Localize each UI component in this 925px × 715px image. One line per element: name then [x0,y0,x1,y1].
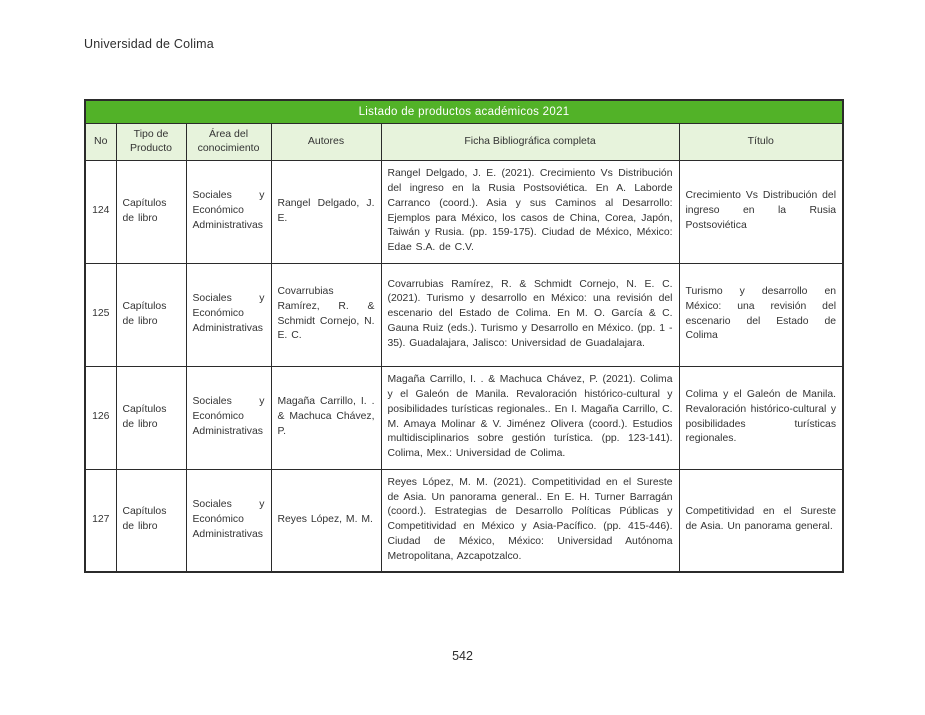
cell-autores: Magaña Carrillo, I. . & Machuca Chávez, P. [271,366,381,469]
column-header-area-del-conocimiento: Área del conocimiento [186,123,271,160]
cell-tipo-de-producto: Capítulos de libro [116,366,186,469]
cell-tipo-de-producto: Capítulos de libro [116,263,186,366]
cell-no: 127 [85,469,116,572]
table-title: Listado de productos académicos 2021 [85,100,843,123]
column-header-row [85,123,843,160]
academic-products-table [84,99,844,573]
cell-titulo: Crecimiento Vs Distribución del ingreso en la Rusia Postsoviética [679,160,843,263]
column-header-tipo-de-producto: Tipo de Producto [116,123,186,160]
cell-no: 125 [85,263,116,366]
cell-autores: Covarrubias Ramírez, R. & Schmidt Cornejo, N. E. C. [271,263,381,366]
cell-ficha-bibliografica: Covarrubias Ramírez, R. & Schmidt Cornejo, N. E. C. (2021). Turismo y desarrollo en México: una revisión del escenario del Estado de Colima. En M. O. García & C. Gauna Ruiz (eds.). Turismo y Desarrollo en México. (pp. 1 - 35). Guadalajara, Jalisco: Universidad de Guadalajara. [381,263,679,366]
cell-area-del-conocimiento: Sociales y Económico Administrativas [186,366,271,469]
cell-area-del-conocimiento: Sociales y Económico Administrativas [186,160,271,263]
table-row [85,469,843,572]
cell-autores: Rangel Delgado, J. E. [271,160,381,263]
cell-tipo-de-producto: Capítulos de libro [116,160,186,263]
cell-ficha-bibliografica: Magaña Carrillo, I. . & Machuca Chávez, P. (2021). Colima y el Galeón de Manila. Revaloración histórico-cultural y posibilidades turísticas regionales.. En I. Magaña Carrillo, C. M. Amaya Molinar & V. Jiménez Olivera (coord.). Estudios multidisciplinarios sobre gestión turística. (pp. 123-141). Colima, Mex.: Universidad de Colima. [381,366,679,469]
table-row [85,160,843,263]
column-header-ficha-bibliografica: Ficha Bibliográfica completa [381,123,679,160]
table-row [85,263,843,366]
cell-area-del-conocimiento: Sociales y Económico Administrativas [186,469,271,572]
table-title-row [85,100,843,123]
cell-autores: Reyes López, M. M. [271,469,381,572]
cell-ficha-bibliografica: Reyes López, M. M. (2021). Competitividad en el Sureste de Asia. Un panorama general.. En E. H. Turner Barragán (coord.). Estrategias de Desarrollo Políticas Públicas y Competitividad en México y Asia-Pacífico. (pp. 415-446). Ciudad de México, México: Universidad Autónoma Metropolitana, Azcapotzalco. [381,469,679,572]
cell-no: 124 [85,160,116,263]
column-header-autores: Autores [271,123,381,160]
org-name: Universidad de Colima [84,37,214,51]
cell-titulo: Competitividad en el Sureste de Asia. Un panorama general. [679,469,843,572]
column-header-no: No [85,123,116,160]
cell-titulo: Turismo y desarrollo en México: una revisión del escenario del Estado de Colima [679,263,843,366]
table-row [85,366,843,469]
cell-ficha-bibliografica: Rangel Delgado, J. E. (2021). Crecimiento Vs Distribución del ingreso en la Rusia Postsoviética. En A. Laborde Carranco (coord.). Asia y sus Caminos al Desarrollo: Ejemplos para México, los casos de China, Corea, Japón, Taiwán y Rusia. (pp. 159-175). Ciudad de México, México: Edae S.A. de C.V. [381,160,679,263]
cell-area-del-conocimiento: Sociales y Económico Administrativas [186,263,271,366]
cell-tipo-de-producto: Capítulos de libro [116,469,186,572]
page-number: 542 [452,649,473,663]
cell-no: 126 [85,366,116,469]
column-header-titulo: Título [679,123,843,160]
cell-titulo: Colima y el Galeón de Manila. Revaloración histórico-cultural y posibilidades turísticas regionales. [679,366,843,469]
